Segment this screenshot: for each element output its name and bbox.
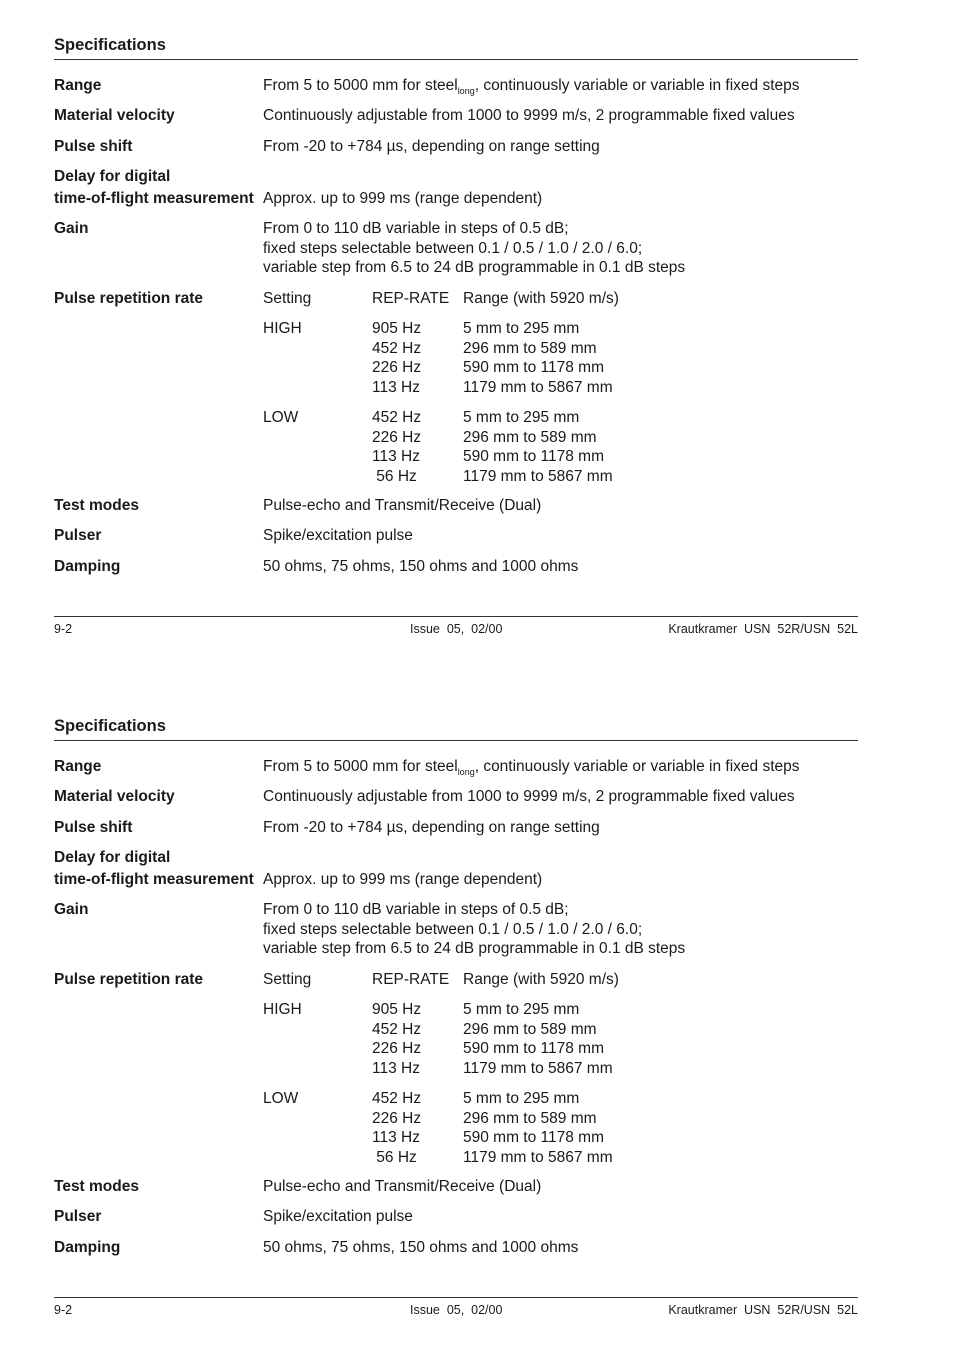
spec-label: time-of-flight measurement <box>54 871 254 888</box>
spec-value: From -20 to +784 µs, depending on range setting <box>263 138 600 155</box>
spec-value: Approx. up to 999 ms (range dependent) <box>263 871 543 888</box>
spec-label: Delay for digital <box>54 168 171 185</box>
prr-setting: HIGH <box>263 320 302 337</box>
footer-divider <box>54 616 858 617</box>
spec-value: Pulse-echo and Transmit/Receive (Dual) <box>263 1178 542 1195</box>
spec-value: 50 ohms, 75 ohms, 150 ohms and 1000 ohms <box>263 558 579 575</box>
spec-label: Damping <box>54 558 121 575</box>
spec-label: Gain <box>54 901 89 918</box>
footer-divider <box>54 1297 858 1298</box>
prr-rates: 905 Hz 452 Hz 226 Hz 113 Hz <box>372 1001 422 1077</box>
spec-label: Range <box>54 77 102 94</box>
spec-label: Damping <box>54 1239 121 1256</box>
prr-header-range: Range (with 5920 m/s) <box>463 971 619 988</box>
prr-setting: LOW <box>263 1090 299 1107</box>
footer-page-number: 9-2 <box>54 1303 73 1317</box>
prr-header-rate: REP-RATE <box>372 290 450 307</box>
spec-label: Pulse repetition rate <box>54 290 204 307</box>
spec-label: Range <box>54 758 102 775</box>
spec-label: Pulser <box>54 1208 102 1225</box>
spec-value: 50 ohms, 75 ohms, 150 ohms and 1000 ohms <box>263 1239 579 1256</box>
spec-label: Pulse shift <box>54 819 133 836</box>
spec-value: Approx. up to 999 ms (range dependent) <box>263 190 543 207</box>
spec-value: From 5 to 5000 mm for steel$_{long}$, continuously variable or variable in fixed steps <box>263 77 800 96</box>
footer-product: Krautkramer USN 52R/USN 52L <box>668 622 858 636</box>
spec-label: Material velocity <box>54 107 175 124</box>
spec-value: Continuously adjustable from 1000 to 9999 m/s, 2 programmable fixed values <box>263 107 795 124</box>
spec-label: Test modes <box>54 497 139 514</box>
prr-rates: 452 Hz 226 Hz 113 Hz 56 Hz <box>372 409 422 485</box>
footer-issue: Issue 05, 02/00 <box>410 1303 503 1317</box>
spec-value: Continuously adjustable from 1000 to 9999 m/s, 2 programmable fixed values <box>263 788 795 805</box>
spec-page-2 <box>0 681 954 1356</box>
prr-ranges: 5 mm to 295 mm 296 mm to 589 mm 590 mm to 1178 mm 1179 mm to 5867 mm <box>463 1001 613 1077</box>
spec-label: Pulse shift <box>54 138 133 155</box>
prr-header-rate: REP-RATE <box>372 971 450 988</box>
footer-page-number: 9-2 <box>54 622 73 636</box>
prr-setting: HIGH <box>263 1001 302 1018</box>
header-divider <box>54 740 858 741</box>
prr-rates: 452 Hz 226 Hz 113 Hz 56 Hz <box>372 1090 422 1166</box>
prr-header-setting: Setting <box>263 290 312 307</box>
prr-header-setting: Setting <box>263 971 312 988</box>
spec-label: time-of-flight measurement <box>54 190 254 207</box>
prr-header-range: Range (with 5920 m/s) <box>463 290 619 307</box>
prr-ranges: 5 mm to 295 mm 296 mm to 589 mm 590 mm to 1178 mm 1179 mm to 5867 mm <box>463 1090 613 1166</box>
spec-value: From 0 to 110 dB variable in steps of 0.5 dB; fixed steps selectable between 0.1 / 0.5 / 1.0 / 2.0 / 6.0; variable step from 6.5 to 24 dB programmable in 0.1 dB steps <box>263 220 686 276</box>
footer-issue: Issue 05, 02/00 <box>410 622 503 636</box>
spec-label: Gain <box>54 220 89 237</box>
spec-value: Spike/excitation pulse <box>263 1208 413 1225</box>
spec-label: Test modes <box>54 1178 139 1195</box>
prr-setting: LOW <box>263 409 299 426</box>
spec-value: Spike/excitation pulse <box>263 527 413 544</box>
spec-page-1 <box>0 0 954 675</box>
prr-ranges: 5 mm to 295 mm 296 mm to 589 mm 590 mm to 1178 mm 1179 mm to 5867 mm <box>463 409 613 485</box>
page-title: Specifications <box>54 717 166 735</box>
header-divider <box>54 59 858 60</box>
prr-rates: 905 Hz 452 Hz 226 Hz 113 Hz <box>372 320 422 396</box>
spec-value: From -20 to +784 µs, depending on range setting <box>263 819 600 836</box>
spec-value: Pulse-echo and Transmit/Receive (Dual) <box>263 497 542 514</box>
spec-label: Delay for digital <box>54 849 171 866</box>
spec-value: From 5 to 5000 mm for steel$_{long}$, continuously variable or variable in fixed steps <box>263 758 800 777</box>
footer-product: Krautkramer USN 52R/USN 52L <box>668 1303 858 1317</box>
page-title: Specifications <box>54 36 166 54</box>
spec-label: Material velocity <box>54 788 175 805</box>
spec-label: Pulser <box>54 527 102 544</box>
spec-label: Pulse repetition rate <box>54 971 204 988</box>
prr-ranges: 5 mm to 295 mm 296 mm to 589 mm 590 mm to 1178 mm 1179 mm to 5867 mm <box>463 320 613 396</box>
spec-value: From 0 to 110 dB variable in steps of 0.5 dB; fixed steps selectable between 0.1 / 0.5 / 1.0 / 2.0 / 6.0; variable step from 6.5 to 24 dB programmable in 0.1 dB steps <box>263 901 686 957</box>
